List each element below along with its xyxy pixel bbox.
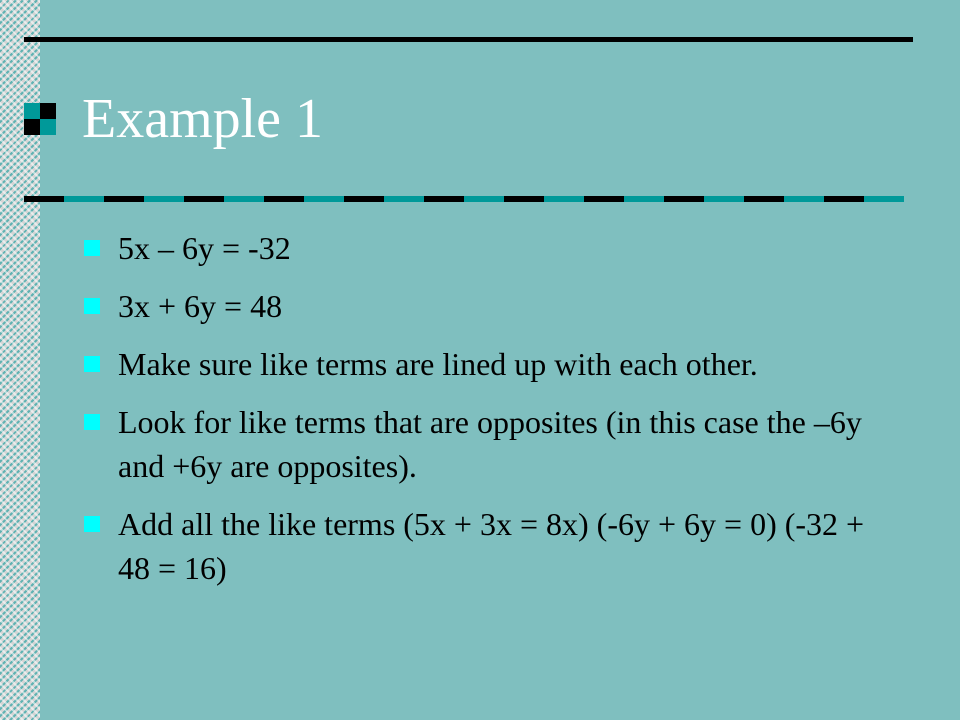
square-bullet-icon	[84, 240, 100, 256]
list-item	[84, 342, 884, 386]
list-item-text: Look for like terms that are opposites (in this case the –6y and +6y are opposites).	[118, 404, 862, 484]
list-item-text: 3x + 6y = 48	[118, 288, 283, 324]
list-item-text: Make sure like terms are lined up with each other.	[118, 346, 758, 382]
list-item	[84, 400, 884, 488]
square-bullet-icon	[84, 516, 100, 532]
square-bullet-icon	[84, 298, 100, 314]
dashed-divider	[24, 196, 904, 202]
square-bullet-icon	[84, 356, 100, 372]
list-item	[84, 502, 884, 590]
list-item	[84, 226, 884, 270]
checker-cell	[40, 119, 56, 135]
checkered-square-icon	[24, 103, 56, 135]
bullet-list	[84, 226, 884, 604]
top-rule	[24, 37, 913, 42]
slide-title: Example 1	[82, 88, 324, 150]
checker-cell	[24, 103, 40, 119]
list-item	[84, 284, 884, 328]
list-item-text: Add all the like terms (5x + 3x = 8x) (-6y + 6y = 0) (-32 + 48 = 16)	[118, 506, 865, 586]
list-item-text: 5x – 6y = -32	[118, 230, 291, 266]
checker-cell	[24, 119, 40, 135]
square-bullet-icon	[84, 414, 100, 430]
checker-cell	[40, 103, 56, 119]
